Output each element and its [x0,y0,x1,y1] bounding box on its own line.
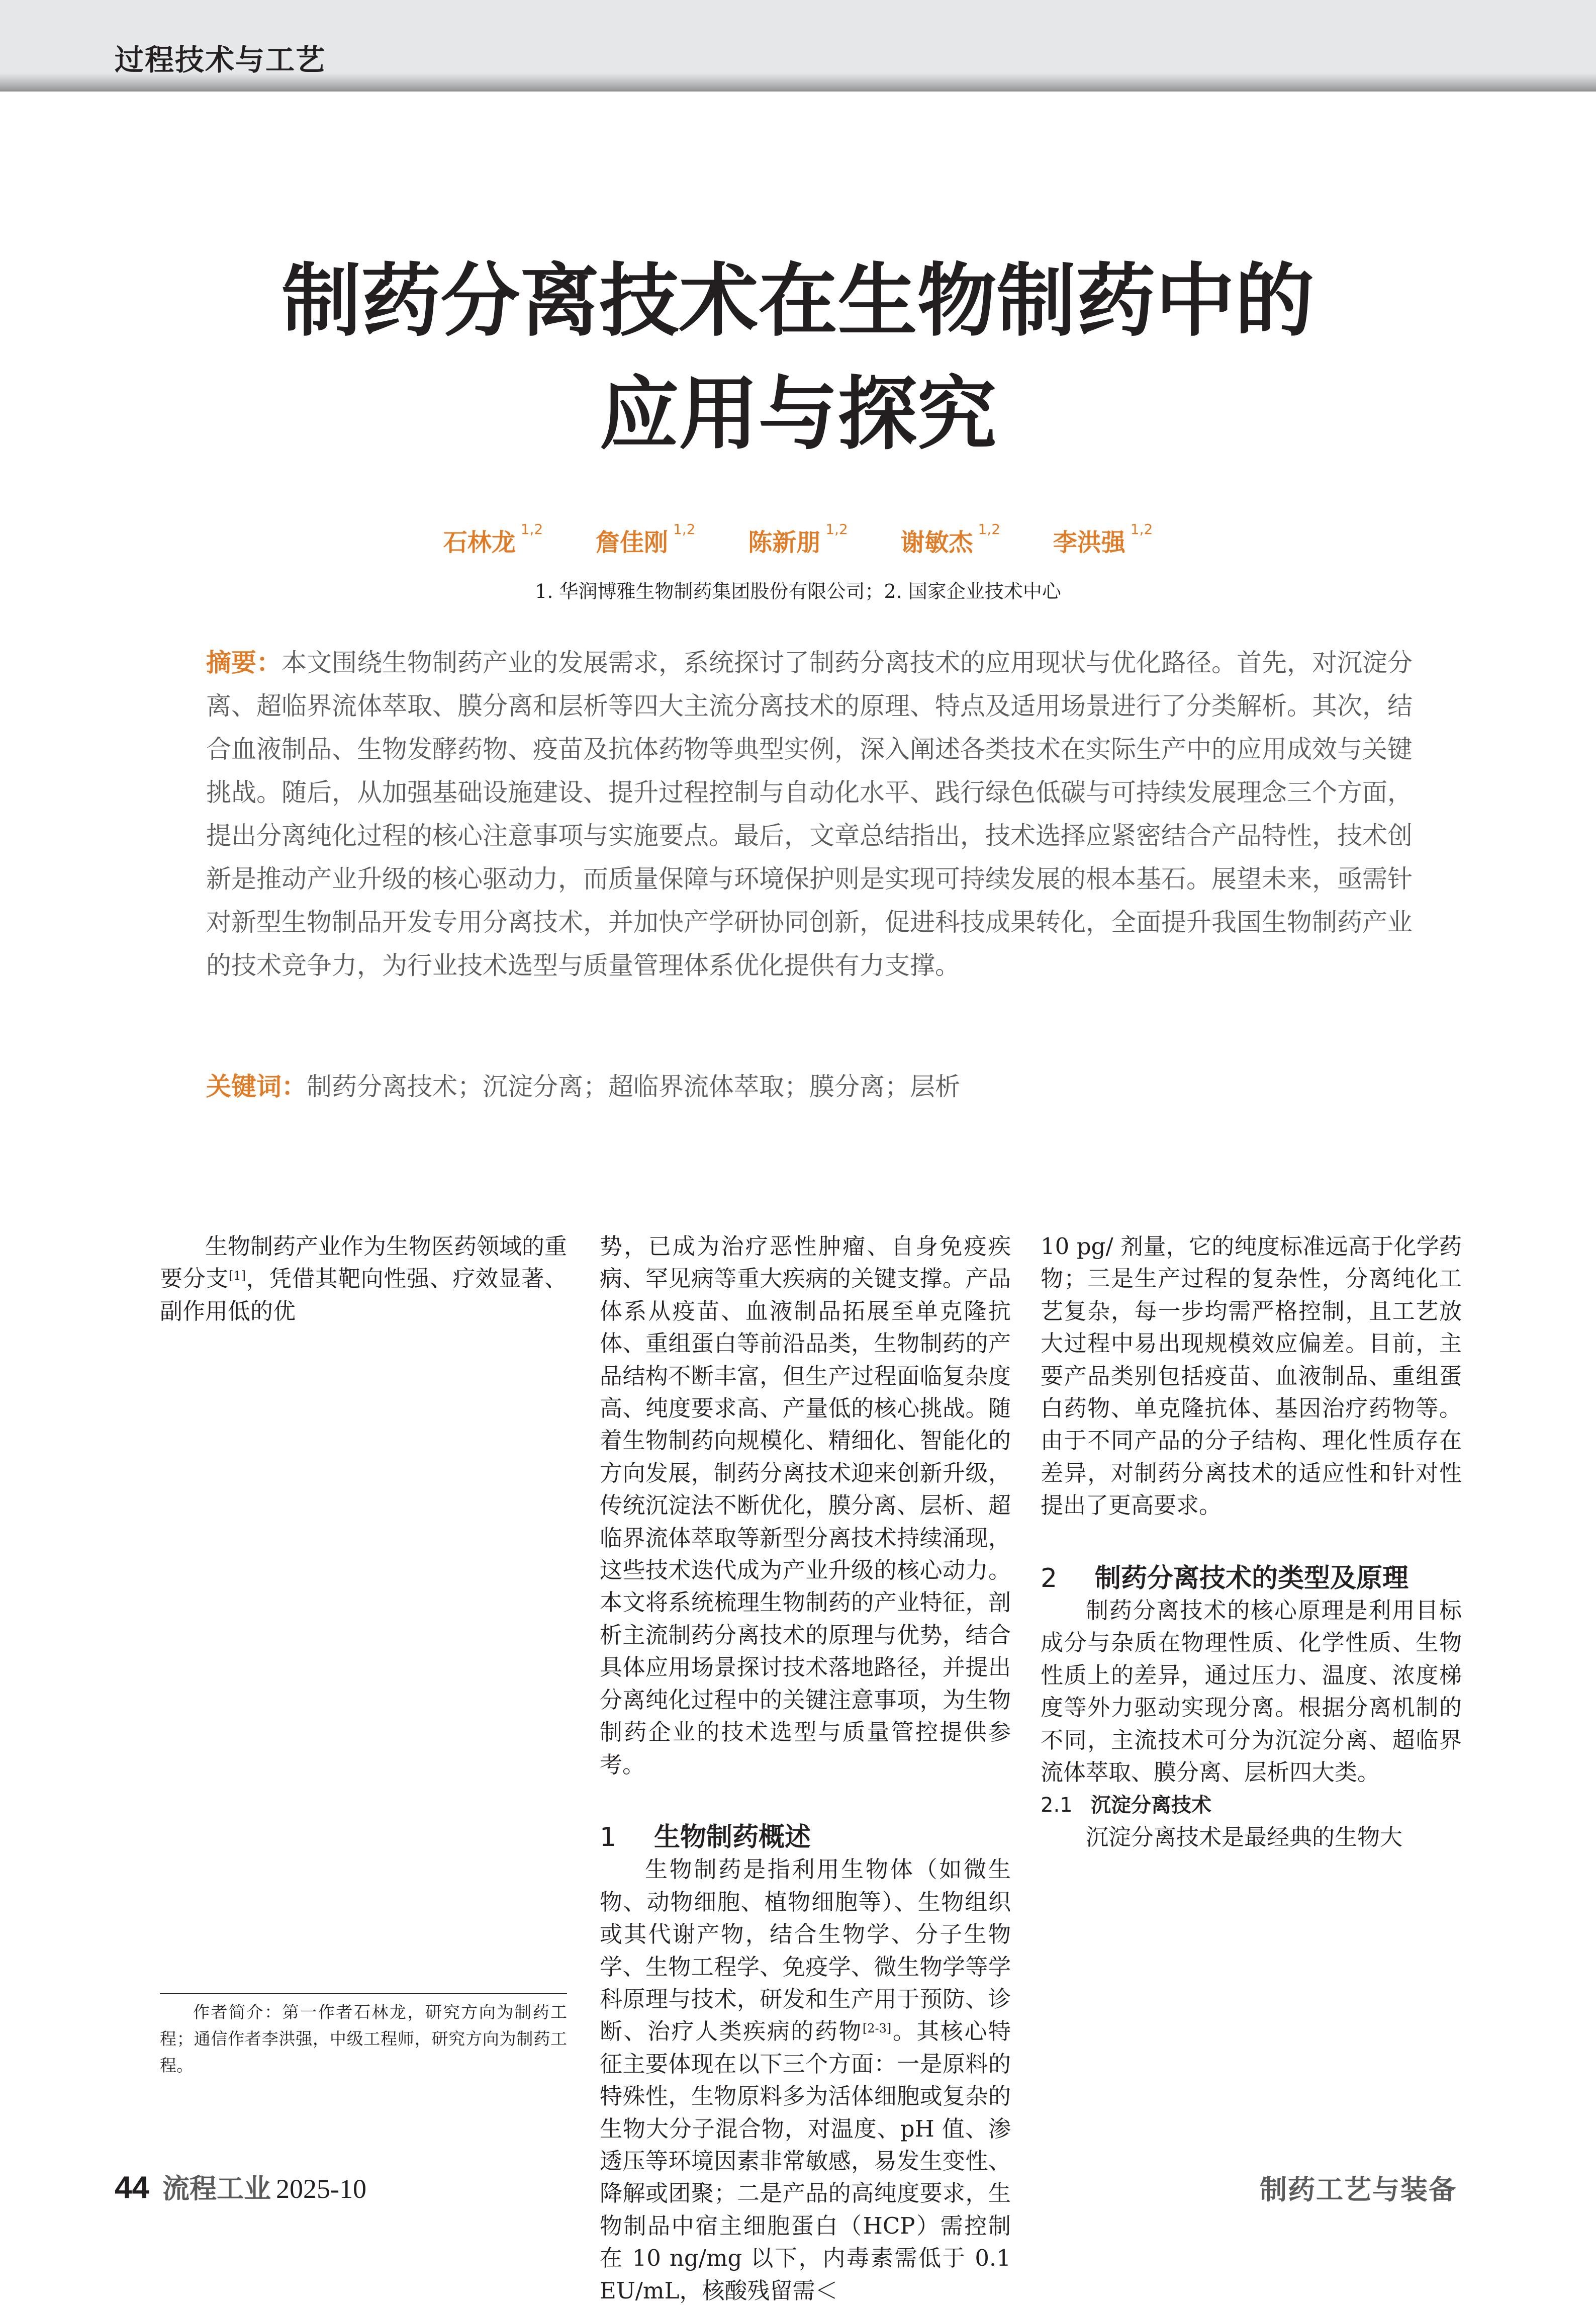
article-title-line-1: 制药分离技术在生物制药中的 [281,255,1315,347]
author-footnote: 作者简介：第一作者石林龙，研究方向为制药工程；通信作者李洪强，中级工程师，研究方向为制药工程。 [160,2002,567,2075]
intro-paragraph-cont: 势，已成为治疗恶性肿瘤、自身免疫疾病、罕见病等重大疾病的关键支撑。产品体系从疫苗、血液制品拓展至单克隆抗体、重组蛋白等前沿品类，生物制药的产品结构不断丰富，但生产过程面临复杂度高、纯度要求高、产量低的核心挑战。随着生物制药向规模化、精细化、智能化的方向发展，制药分离技术迎来创新升级，传统沉淀法不断优化，膜分离、层析、超临界流体萃取等新型分离技术持续涌现，这些技术迭代成为产业升级的核心动力。本文将系统梳理生物制药的产业特征，剖析主流制药分离技术的原理与优势，结合具体应用场景探讨技术落地路径，并提出分离纯化过程中的关键注意事项，为生物制药企业的技术选型与质量管控提供参考。 [600,1233,1011,1778]
section-2-paragraph: 制药分离技术的核心原理是利用目标成分与杂质在物理性质、化学性质、生物性质上的差异，通过压力、温度、浓度梯度等外力驱动实现分离。根据分离机制的不同，主流技术可分为沉淀分离、超临界流体萃取、膜分离、层析四大类。 [1041,1597,1462,1786]
issue-date: 2025-10 [275,2174,366,2204]
keywords [206,1065,1413,1108]
keywords-text: 制药分离技术；沉淀分离；超临界流体萃取；膜分离；层析 [307,1072,960,1101]
body-column-1 [160,1230,567,1327]
section-1-paragraph-cont: 10 pg/ 剂量，它的纯度标准远高于化学药物；三是生产过程的复杂性，分离纯化工艺复杂，每一步均需严格控制，且工艺放大过程中易出现规模效应偏差。目前，主要产品类别包括疫苗、血液制品、重组蛋白药物、单克隆抗体、基因治疗药物等。由于不同产品的分子结构、理化性质存在差异，对制药分离技术的适应性和针对性提出了更高要求。 [1041,1233,1462,1519]
abstract [206,641,1413,987]
author-list [0,523,1596,558]
journal-name: 流程工业 [162,2172,271,2204]
section-1-paragraph: 生物制药是指利用生物体（如微生物、动物细胞、植物细胞等）、生物组织或其代谢产物，结合生物学、分子生物学、生物工程学、免疫学、微生物学等学科原理与技术，研发和生产用于预防、诊断、治疗人类疾病的药物[2-3]。其核心特征主要体现在以下三个方面：一是原料的特殊性，生物原料多为活体细胞或复杂的生物大分子混合物，对温度、pH 值、渗透压等环境因素非常敏感，易发生变性、降解或团聚；二是产品的高纯度要求，生物制品中宿主细胞蛋白（HCP）需控制在 10 ng/mg 以下，内毒素需低于 0.1 EU/mL，核酸残留需＜ [600,1856,1011,2304]
page-footer-left [115,2167,366,2206]
author: 李洪强 $^{1,2}$ [1053,521,1153,557]
author: 詹佳刚 $^{1,2}$ [595,521,696,557]
running-header [0,0,1596,92]
section-heading-1: 1 生物制药概述 [600,1822,811,1852]
citation[interactable]: [1] [228,1269,246,1283]
keywords-label: 关键词： [206,1072,307,1101]
body-column-2 [600,1230,1011,2307]
section-heading-2: 2 制药分离技术的类型及原理 [1041,1563,1409,1593]
subsection-heading-2-1: 2.1 沉淀分离技术 [1041,1793,1211,1817]
subsection-2-1-paragraph: 沉淀分离技术是最经典的生物大 [1086,1823,1403,1850]
body-column-3 [1041,1230,1462,1853]
citation[interactable]: [2-3] [862,2021,892,2036]
footnote-divider [160,1993,567,1994]
author: 陈新朋 $^{1,2}$ [748,521,848,557]
author: 谢敏杰 $^{1,2}$ [900,521,1001,557]
author: 石林龙 $^{1,2}$ [443,521,543,557]
section-label: 过程技术与工艺 [115,43,326,77]
abstract-text: 本文围绕生物制药产业的发展需求，系统探讨了制药分离技术的应用现状与优化路径。首先，对沉淀分离、超临界流体萃取、膜分离和层析等四大主流分离技术的原理、特点及适用场景进行了分类解析。其次，结合血液制品、生物发酵药物、疫苗及抗体药物等典型实例，深入阐述各类技术在实际生产中的应用成效与关键挑战。随后，从加强基础设施建设、提升过程控制与自动化水平、践行绿色低碳与可持续发展理念三个方面，提出分离纯化过程的核心注意事项与实施要点。最后，文章总结指出，技术选择应紧密结合产品特性，技术创新是推动产业升级的核心驱动力，而质量保障与环境保护则是实现可持续发展的根本基石。展望未来，亟需针对新型生物制品开发专用分离技术，并加快产学研协同创新，促进科技成果转化，全面提升我国生物制药产业的技术竞争力，为行业技术选型与质量管理体系优化提供有力支撑。 [206,648,1413,980]
page-number: 44 [115,2170,149,2205]
abstract-label: 摘要： [206,648,281,677]
column-name: 制药工艺与装备 [1260,2173,1457,2205]
intro-paragraph: 生物制药产业作为生物医药领域的重要分支[1]，凭借其靶向性强、疗效显著、副作用低的优 [160,1233,568,1324]
article-title-line-2: 应用与探究 [599,368,997,461]
affiliations: 1. 华润博雅生物制药集团股份有限公司；2. 国家企业技术中心 [535,580,1061,602]
